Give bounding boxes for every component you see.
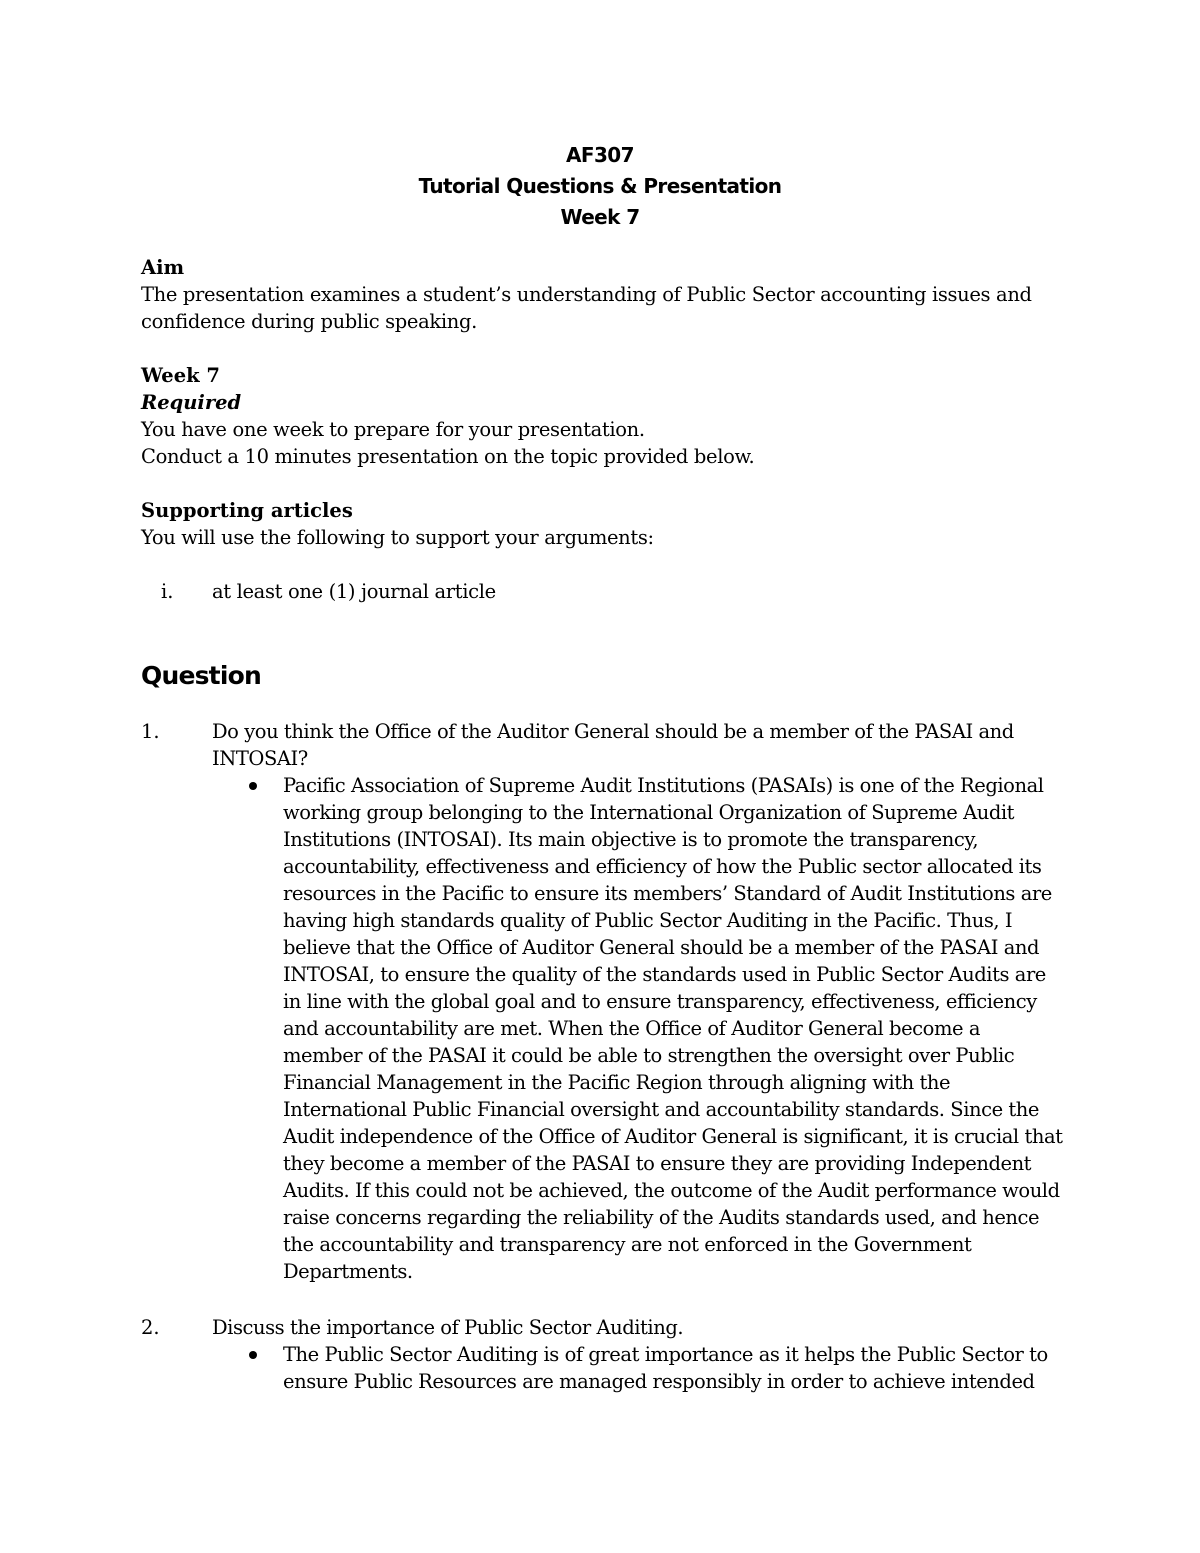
supporting-heading: Supporting articles: [141, 499, 353, 522]
week-line-1: You have one week to prepare for your presentation.: [141, 418, 645, 441]
list-item-text: at least one (1) journal article: [212, 580, 496, 603]
question-text: Discuss the importance of Public Sector Auditing.: [212, 1316, 684, 1339]
week-heading: Week 7: [141, 364, 220, 387]
course-code: AF307: [566, 143, 634, 167]
answer-text: Pacific Association of Supreme Audit Institutions (PASAIs) is one of the Regional working group belonging to the International Organization of Supreme Audit Institutions (INTOSAI). Its main objective is to promote the transparency, accountability, effectiveness and efficiency of how the Public sector allocated its resources in the Pacific to ensure its members’ Standard of Audit Institutions are having high standards quality of Public Sector Auditing in the Pacific. Thus, I believe that the Office of Auditor General should be a member of the PASAI and INTOSAI, to ensure the quality of the standards used in Public Sector Audits are in line with the global goal and to ensure transparency, effectiveness, efficiency and accountability are met. When the Office of Auditor General become a member of the PASAI it could be able to strengthen the oversight over Public Financial Management in the Pacific Region through aligning with the International Public Financial oversight and accountability standards. Since the Audit independence of the Office of Auditor General is significant, it is crucial that they become a member of the PASAI to ensure they are providing Independent Audits. If this could not be achieved, the outcome of the Audit performance would raise concerns regarding the reliability of the Audits standards used, and hence the accountability and transparency are not enforced in the Government Departments.: [283, 774, 1063, 1283]
question-number: 1.: [141, 720, 160, 743]
question-number: 2.: [141, 1316, 160, 1339]
question-heading: Question: [141, 661, 261, 690]
document-subtitle: Tutorial Questions & Presentation: [418, 174, 782, 198]
aim-heading: Aim: [141, 256, 185, 279]
required-label: Required: [141, 391, 242, 414]
bullet-icon: [249, 782, 257, 790]
week-line-2: Conduct a 10 minutes presentation on the topic provided below.: [141, 445, 755, 468]
question-text: Do you think the Office of the Auditor General should be a member of the PASAI and INTOSAI?: [212, 720, 1014, 770]
answer-text: The Public Sector Auditing is of great importance as it helps the Public Sector to ensure Public Resources are managed responsibly in order to achieve intended: [283, 1343, 1048, 1393]
week-title: Week 7: [560, 205, 640, 229]
supporting-intro: You will use the following to support your arguments:: [141, 526, 654, 549]
supporting-section: [141, 497, 1061, 551]
bullet-icon: [249, 1351, 257, 1359]
list-marker: i.: [161, 580, 174, 603]
aim-section: [141, 254, 1061, 335]
week-section: [141, 362, 1061, 470]
aim-text: The presentation examines a student’s understanding of Public Sector accounting issues and confidence during public speaking.: [141, 283, 1032, 333]
document-header: [0, 140, 1200, 233]
supporting-list: [141, 578, 1041, 605]
list-item: [141, 578, 1041, 605]
